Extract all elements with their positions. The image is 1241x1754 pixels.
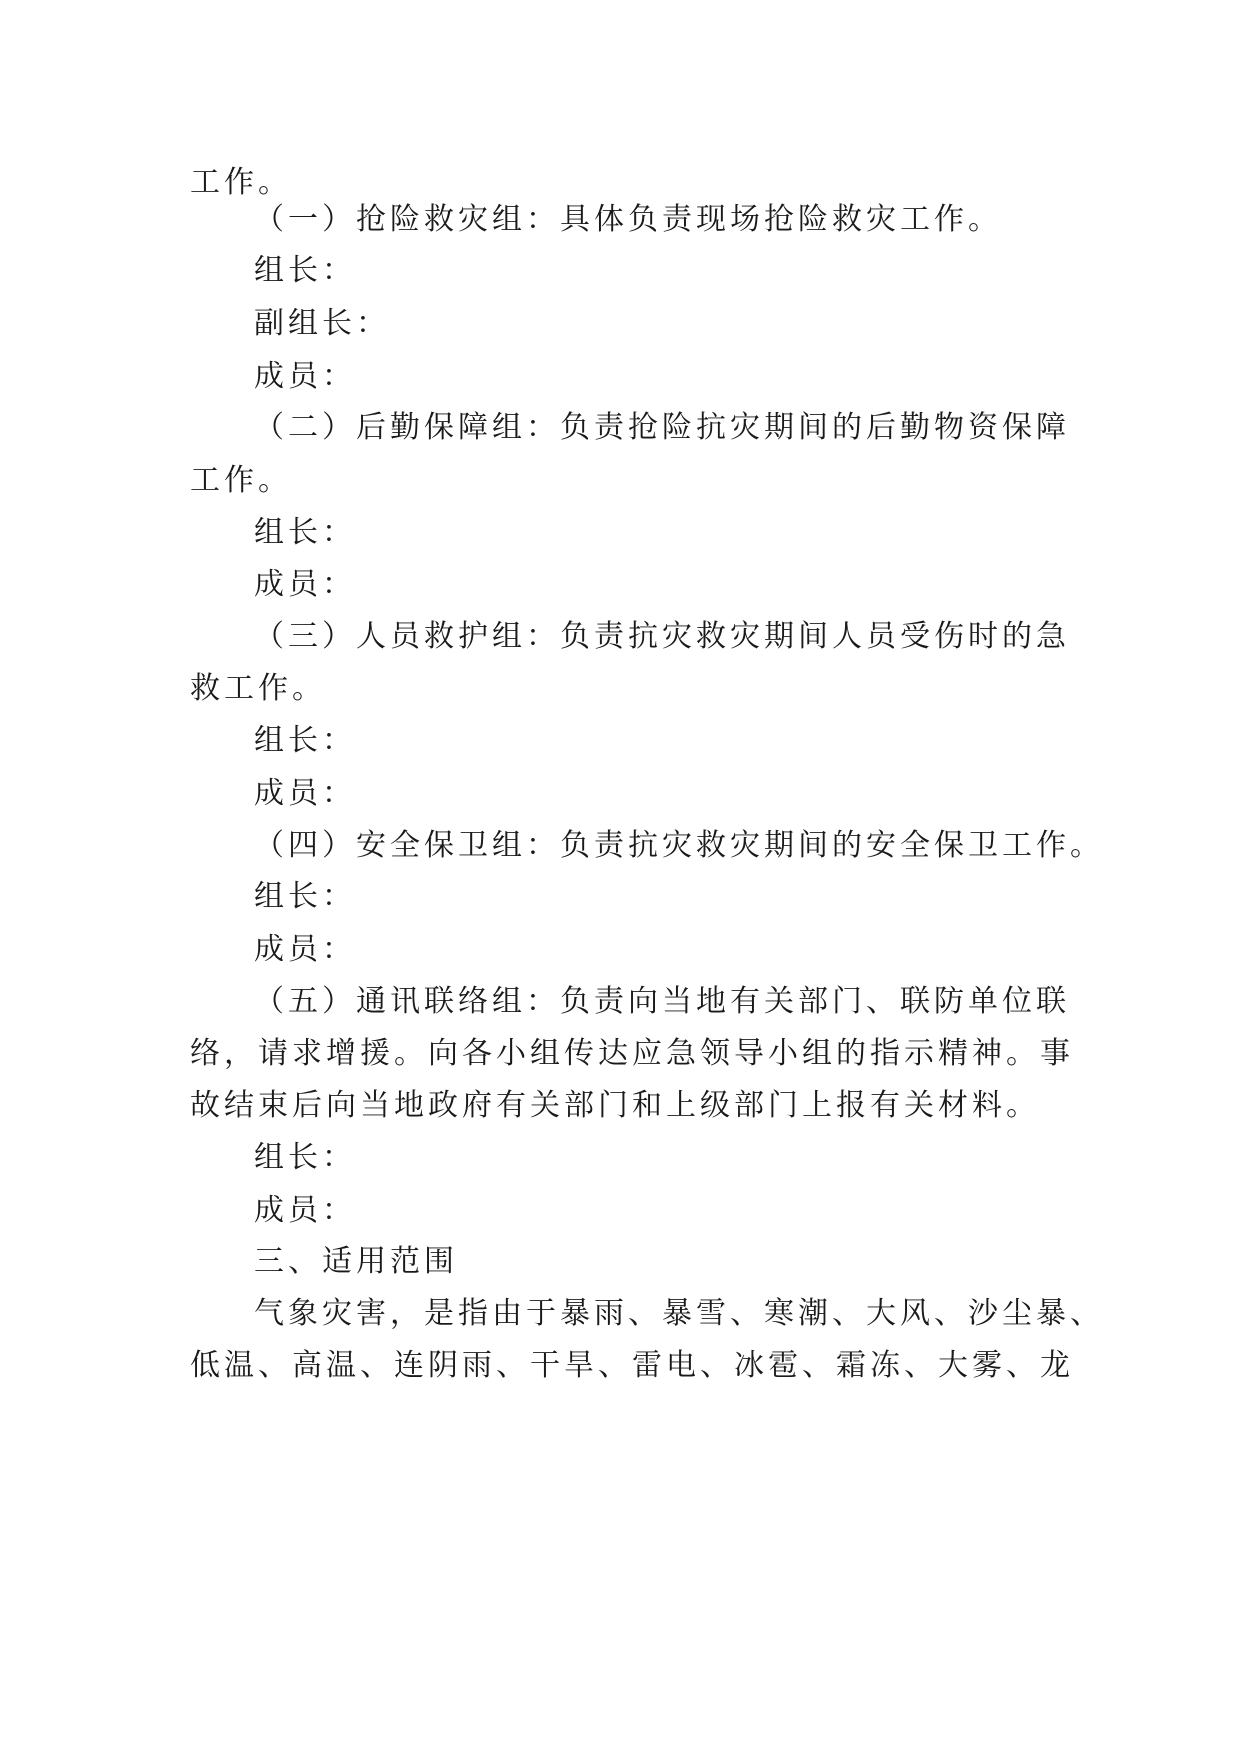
scope-paragraph: 气象灾害，是指由于暴雨、暴雪、寒潮、大风、沙尘暴、 xyxy=(254,1296,1104,1331)
paragraph-continuation: 低温、高温、连阴雨、干旱、雷电、冰雹、霜冻、大雾、龙 xyxy=(190,1348,1074,1383)
section-heading-security-group: （四）安全保卫组：负责抗灾救灾期间的安全保卫工作。 xyxy=(254,828,1104,863)
paragraph-continuation: 故结束后向当地政府有关部门和上级部门上报有关材料。 xyxy=(190,1088,1040,1123)
section-heading-logistics-group: （二）后勤保障组：负责抢险抗灾期间的后勤物资保障 xyxy=(254,410,1070,445)
group-leader-label: 组长： xyxy=(254,515,356,550)
members-label: 成员： xyxy=(254,776,356,811)
paragraph-continuation: 络，请求增援。向各小组传达应急领导小组的指示精神。事 xyxy=(190,1036,1074,1071)
section-heading-rescue-group: （一）抢险救灾组：具体负责现场抢险救灾工作。 xyxy=(254,202,1002,237)
group-leader-label: 组长： xyxy=(254,1140,356,1175)
deputy-leader-label: 副组长： xyxy=(254,306,390,341)
group-leader-label: 组长： xyxy=(254,253,356,288)
paragraph-continuation: 救工作。 xyxy=(190,671,326,706)
section-heading-medical-group: （三）人员救护组：负责抗灾救灾期间人员受伤时的急 xyxy=(254,619,1070,654)
members-label: 成员： xyxy=(254,359,356,394)
section-heading-scope: 三、适用范围 xyxy=(254,1244,458,1279)
group-leader-label: 组长： xyxy=(254,879,356,914)
paragraph-continuation: 工作。 xyxy=(190,463,292,498)
members-label: 成员： xyxy=(254,567,356,602)
members-label: 成员： xyxy=(254,1193,356,1228)
group-leader-label: 组长： xyxy=(254,723,356,758)
paragraph-continuation: 工作。 xyxy=(190,165,292,200)
section-heading-communication-group: （五）通讯联络组：负责向当地有关部门、联防单位联 xyxy=(254,984,1070,1019)
members-label: 成员： xyxy=(254,932,356,967)
